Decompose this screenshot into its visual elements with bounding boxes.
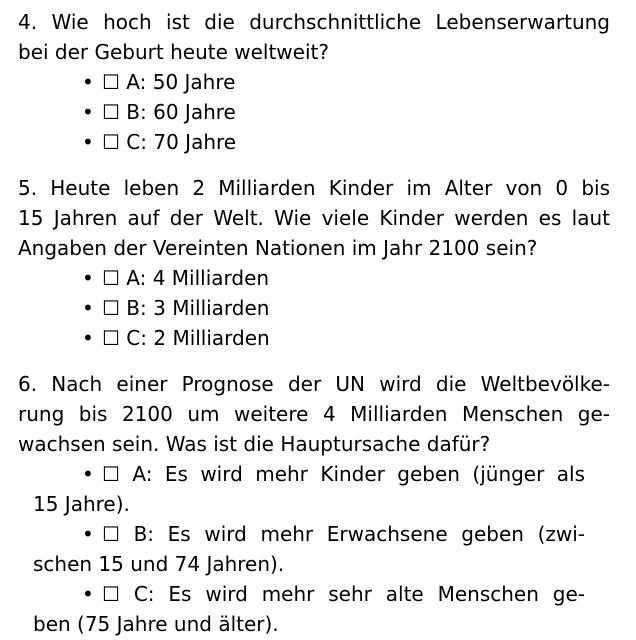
checkbox-icon[interactable]: ☐ xyxy=(102,100,120,124)
option-label: C: 70 Jahre xyxy=(126,130,237,154)
question-4-text-line-2: bei der Geburt heute weltweit? xyxy=(18,40,329,64)
question-5-option-c[interactable] xyxy=(82,323,270,353)
option-label: A: Es wird mehr Kinder geben (jünger als xyxy=(132,462,585,486)
checkbox-icon[interactable]: ☐ xyxy=(102,266,120,290)
bullet-icon: • xyxy=(82,326,94,350)
checkbox-icon[interactable]: ☐ xyxy=(102,582,120,606)
question-6-option-a[interactable] xyxy=(82,459,585,489)
option-label: B: 60 Jahre xyxy=(126,100,236,124)
bullet-icon: • xyxy=(82,522,94,546)
question-4-text-line-1: 4. Wie hoch ist die durchschnittliche Lebenserwartung xyxy=(18,10,610,34)
question-5-text-line-3: Angaben der Vereinten Nationen im Jahr 2100 sein? xyxy=(18,236,538,260)
question-4-option-c[interactable] xyxy=(82,127,236,157)
checkbox-icon[interactable]: ☐ xyxy=(102,522,120,546)
bullet-icon: • xyxy=(82,130,94,154)
option-label: C: 2 Milliarden xyxy=(126,326,270,350)
question-6-text-line-3: wachsen sein. Was ist die Hauptursache dafür? xyxy=(18,432,491,456)
checkbox-icon[interactable]: ☐ xyxy=(102,296,120,320)
bullet-icon: • xyxy=(82,296,94,320)
bullet-icon: • xyxy=(82,70,94,94)
option-label: B: Es wird mehr Erwachsene geben (zwi- xyxy=(133,522,585,546)
question-5-option-a[interactable] xyxy=(82,263,269,293)
question-6-text-line-2: rung bis 2100 um weitere 4 Milliarden Menschen ge- xyxy=(18,402,610,426)
question-6-option-c[interactable] xyxy=(82,579,585,609)
checkbox-icon[interactable]: ☐ xyxy=(102,462,120,486)
question-6-text-line-1: 6. Nach einer Prognose der UN wird die Weltbevölke- xyxy=(18,372,610,396)
bullet-icon: • xyxy=(82,266,94,290)
option-label: C: Es wird mehr sehr alte Menschen ge- xyxy=(133,582,585,606)
question-5-option-b[interactable] xyxy=(82,293,269,323)
option-label: A: 4 Milliarden xyxy=(126,266,270,290)
bullet-icon: • xyxy=(82,582,94,606)
bullet-icon: • xyxy=(82,100,94,124)
question-6-option-a-continuation: 15 Jahre). xyxy=(33,492,130,516)
question-6-option-b[interactable] xyxy=(82,519,585,549)
question-4-option-a[interactable] xyxy=(82,67,235,97)
question-5-text-line-2: 15 Jahren auf der Welt. Wie viele Kinder werden es laut xyxy=(18,206,610,230)
option-label: A: 50 Jahre xyxy=(126,70,236,94)
option-label: B: 3 Milliarden xyxy=(126,296,270,320)
checkbox-icon[interactable]: ☐ xyxy=(102,326,120,350)
checkbox-icon[interactable]: ☐ xyxy=(102,130,120,154)
question-6-option-c-continuation: ben (75 Jahre und älter). xyxy=(33,612,279,636)
checkbox-icon[interactable]: ☐ xyxy=(102,70,120,94)
question-5-text-line-1: 5. Heute leben 2 Milliarden Kinder im Alter von 0 bis xyxy=(18,176,610,200)
bullet-icon: • xyxy=(82,462,94,486)
question-6-option-b-continuation: schen 15 und 74 Jahren). xyxy=(33,552,285,576)
question-4-option-b[interactable] xyxy=(82,97,236,127)
